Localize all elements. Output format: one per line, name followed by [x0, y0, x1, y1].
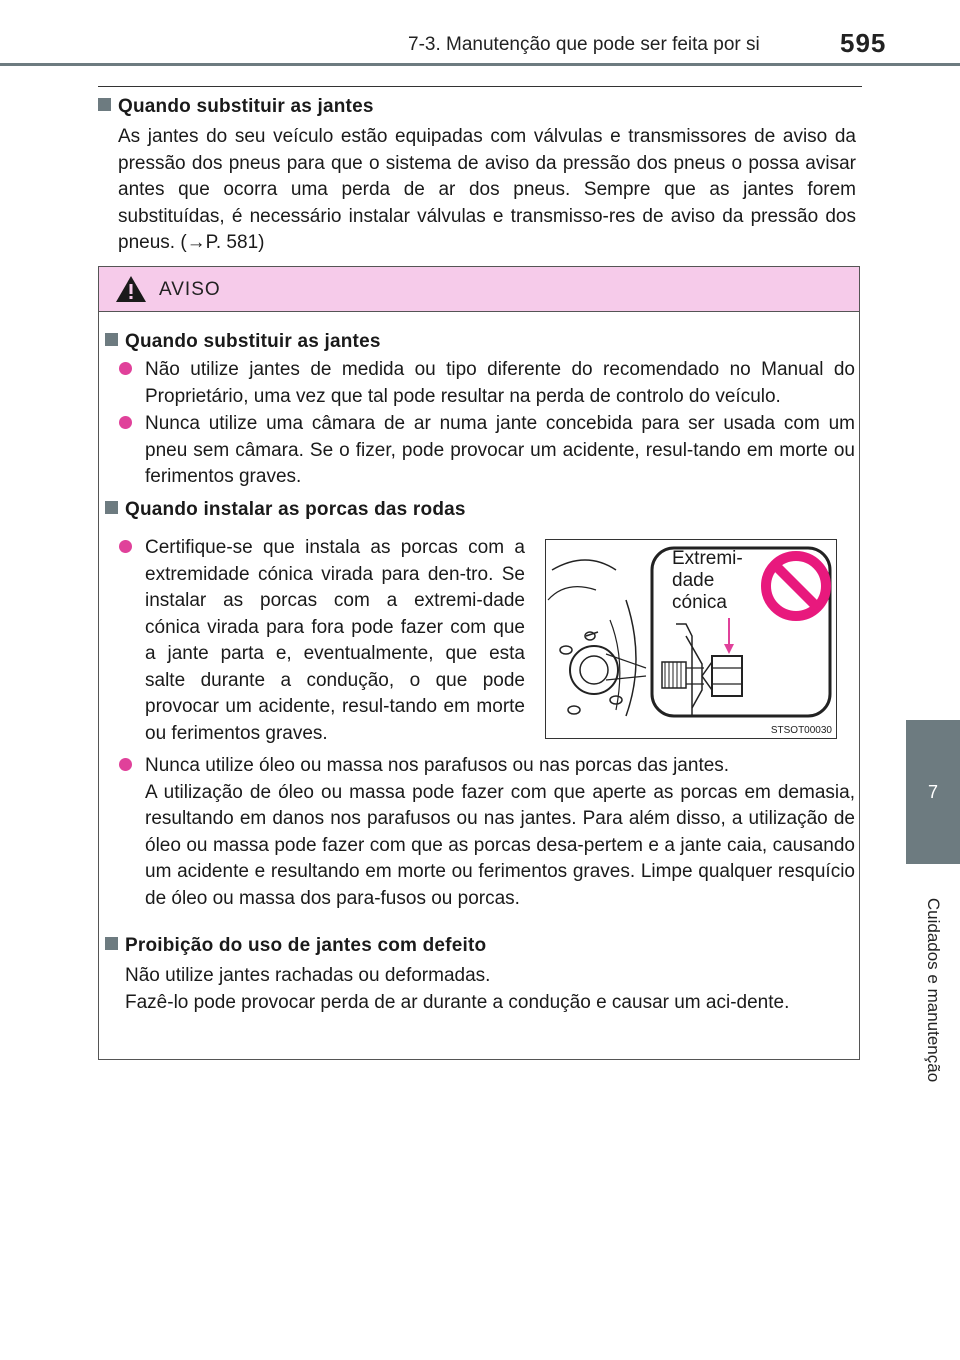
section1-bullet-1	[119, 357, 855, 410]
round-bullet-icon	[119, 362, 132, 375]
section-title: 7-3. Manutenção que pode ser feita por si	[408, 34, 760, 55]
section1-bullet-1-text: Não utilize jantes de medida ou tipo diferente do recomendado no Manual do Proprietário, uma vez que tal pode resultar na perda de controlo do veículo.	[145, 359, 855, 407]
round-bullet-icon	[119, 540, 132, 553]
section1-heading	[105, 331, 381, 353]
warning-box	[98, 266, 860, 1060]
square-bullet-icon	[105, 937, 118, 950]
round-bullet-icon	[119, 758, 132, 771]
warning-triangle-icon	[115, 275, 147, 303]
page-number: 595	[840, 28, 887, 58]
section2-bullet-2-line1: Nunca utilize óleo ou massa nos parafusos ou nas porcas das jantes.	[145, 755, 730, 776]
intro-paragraph: As jantes do seu veículo estão equipadas com válvulas e transmissores de aviso da pressão dos pneus para que o sistema de aviso da pressão dos pneus o possa avisar antes que ocorra uma perda de ar dos pneus. Sempre que as jantes forem substituídas, é necessário instalar válvulas e transmisso-res de aviso da pressão dos pneus. (→P. 581)	[118, 126, 856, 253]
round-bullet-icon	[119, 416, 132, 429]
header-rule	[0, 63, 960, 66]
section2-heading-text: Quando instalar as porcas das rodas	[125, 499, 466, 520]
section2-heading	[105, 499, 466, 521]
chapter-label-text: Cuidados e manutenção	[924, 897, 943, 1083]
section1-bullet-2-text: Nunca utilize uma câmara de ar numa jante concebida para ser usada com um pneu sem câmara. Se o fizer, pode provocar um acidente, resul-tando em morte ou ferimentos graves.	[145, 413, 855, 487]
section2-bullet-1	[119, 535, 525, 747]
square-bullet-icon	[105, 333, 118, 346]
section1-heading-text: Quando substituir as jantes	[125, 331, 381, 352]
chapter-tab: 7	[906, 720, 960, 864]
chapter-label	[906, 870, 960, 1110]
section3-body	[125, 963, 855, 1016]
figure-label	[672, 548, 743, 614]
lug-nut-figure	[545, 539, 837, 739]
figure-code: STSOT00030	[770, 725, 832, 736]
section2-bullet-1-text: Certifique-se que instala as porcas com a extremidade cónica virada para den-tro. Se instalar as porcas com a extremi-dade cónica virada para fora pode fazer com que a jante parta e, eventualmente, que esta salte durante a condução, o que pode provocar um acidente, resul-tando em morte ou ferimentos graves.	[145, 537, 525, 744]
square-bullet-icon	[98, 98, 111, 111]
page-header	[0, 0, 960, 64]
intro-heading-text: Quando substituir as jantes	[118, 96, 374, 117]
square-bullet-icon	[105, 501, 118, 514]
section3-line-1: Não utilize jantes rachadas ou deformadas.	[125, 965, 491, 986]
figure-label-line-2: dade	[672, 570, 715, 591]
section3-heading	[105, 935, 486, 957]
warning-header	[99, 267, 859, 312]
section2-bullet-2-text: A utilização de óleo ou massa pode fazer com que aperte as porcas em demasia, resultando em danos nos parafusos ou nas jantes. Para além disso, a utilização de óleo ou massa pode fazer com que as porcas desa-pertem e a jante caia, causando um acidente e resultando em morte ou ferimentos graves. Limpe qualquer resquício de óleo ou massa dos para-fusos ou porcas.	[145, 781, 855, 909]
warning-title: AVISO	[159, 279, 221, 300]
section1-bullet-2	[119, 411, 855, 491]
section3-line-2: Fazê-lo pode provocar perda de ar durante a condução e causar um aci-dente.	[125, 991, 790, 1013]
section2-bullet-2	[119, 753, 855, 912]
content-rule	[98, 86, 862, 87]
intro-heading	[98, 96, 374, 118]
section3-heading-text: Proibição do uso de jantes com defeito	[125, 935, 487, 956]
figure-label-line-1: Extremi-	[672, 548, 743, 569]
figure-label-line-3: cónica	[672, 592, 727, 613]
